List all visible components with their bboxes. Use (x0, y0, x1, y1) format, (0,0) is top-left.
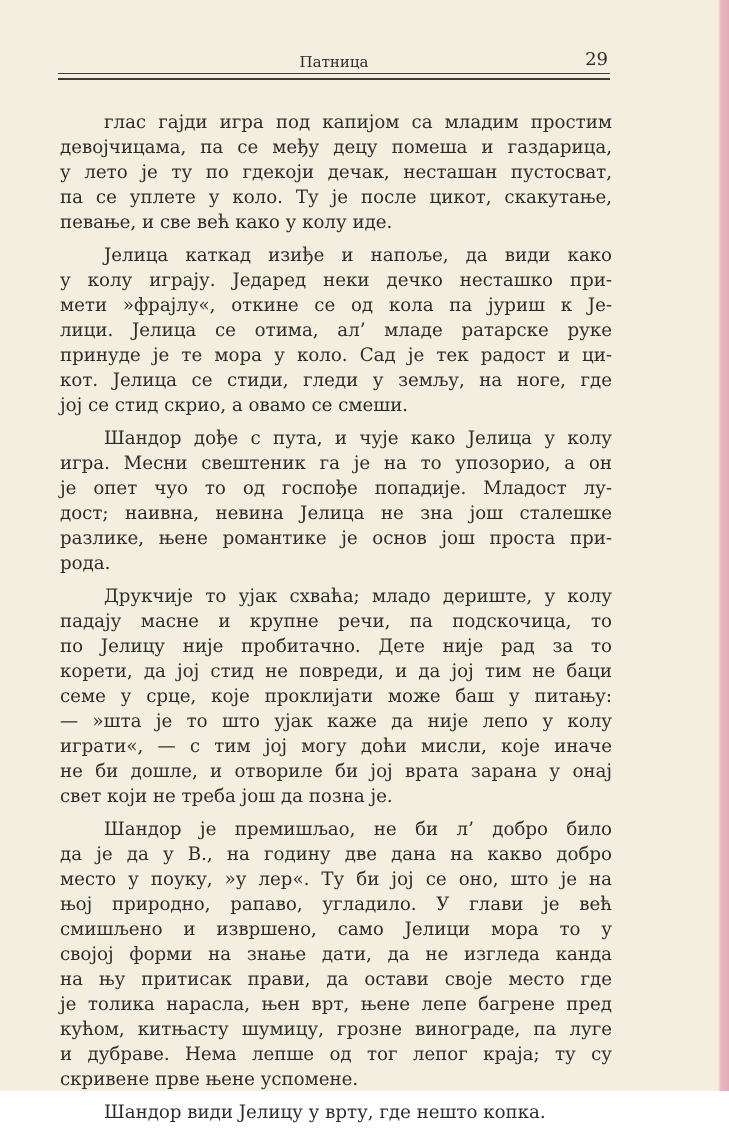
text-line: место у поуку, »у лер«. Ту би јој се оно, што је на (60, 869, 612, 890)
body-text (60, 110, 612, 1133)
text-line: скривене прве њене успомене. (60, 1069, 359, 1090)
page-number: 29 (585, 49, 608, 70)
header-rule-thin (58, 73, 610, 74)
text-line: у лето је ту по гдекоји дечак, несташан пустосват, (60, 162, 612, 183)
text-line: семе у срце, које проклијати може баш у питању: (60, 686, 612, 707)
text-line: девојчицама, па се међу децу помеша и газдарица, (60, 137, 612, 158)
text-line: корети, да јој стид не повреди, и да јој тим не баци (60, 661, 612, 682)
text-line: у колу играју. Једаред неки дечко несташко при- (60, 270, 612, 291)
text-line: принуде је те мора у коло. Сад је тек радост и ци- (60, 345, 612, 366)
text-line: дост; наивна, невина Јелица не зна још сталешке (60, 503, 612, 524)
text-line: свет који не треба још да позна је. (60, 786, 393, 807)
text-line: јој се стид скрио, а овамо се смеши. (60, 395, 409, 416)
text-line: падају масне и крупне речи, па подскочица, то (60, 611, 612, 632)
text-line: је толика нарасла, њен врт, њене лепе багрене пред (60, 994, 612, 1015)
text-line: Друкчије то ујак схваћа; младо дериште, у колу (104, 586, 612, 607)
text-line: својој форми на знање дати, да не изгледа канда (60, 944, 612, 965)
text-line: Шандор је премишљао, не би л’ добро било (104, 819, 612, 840)
running-title: Патница (299, 53, 369, 71)
text-line: Шандор види Јелицу у врту, где нешто копка. (104, 1102, 546, 1123)
paragraph (60, 110, 612, 235)
paragraph (60, 817, 612, 1092)
text-line: кућом, китњасту шумицу, грозне винограде, па луге (60, 1019, 612, 1040)
text-line: разлике, њене романтике је основ још проста при- (60, 528, 612, 549)
text-line: кот. Јелица се стиди, гледи у земљу, на ноге, где (60, 370, 612, 391)
text-line: па се уплете у коло. Ту је после цикот, скакутање, (60, 187, 612, 208)
paragraph (60, 243, 612, 418)
paragraph (60, 584, 612, 809)
text-line: и дубраве. Нема лепше од тог лепог краја; ту су (60, 1044, 612, 1065)
page-edge (718, 0, 729, 1091)
text-line: — »шта је то што ујак каже да није лепо у колу (60, 711, 612, 732)
text-line: смишљено и извршено, само Јелици мора то у (60, 919, 612, 940)
text-line: играти«, — с тим јој могу доћи мисли, које иначе (60, 736, 612, 757)
text-line: глас гајди игра под капијом са младим простим (104, 112, 612, 133)
text-line: њој природно, рапаво, угладило. У глави је већ (60, 894, 612, 915)
text-line: лици. Јелица се отима, ал’ младе ратарске руке (60, 320, 612, 341)
text-line: да је да у В., на годину две дана на какво добро (60, 844, 612, 865)
text-line: игра. Месни свештеник га је на то упозорио, а он (60, 453, 612, 474)
paragraph (60, 1100, 612, 1125)
text-line: по Јелицу није пробитачно. Дете није рад за то (60, 636, 612, 657)
running-header (58, 45, 610, 73)
text-line: певање, и све већ како у колу иде. (60, 212, 393, 233)
text-line: је опет чуо то од госпође попадије. Младост лу- (60, 478, 612, 499)
text-line: рода. (60, 553, 111, 574)
text-line: мети »фрајлу«, откине се од кола па јуриш к Је- (60, 295, 612, 316)
text-line: Шандор дође с пута, и чује како Јелица у колу (104, 428, 612, 449)
text-line: Јелица каткад изиђе и напоље, да види како (104, 245, 612, 266)
text-line: на њу притисак прави, да остави своје место где (60, 969, 612, 990)
text-line: не би дошле, и отвориле би јој врата зарана у онај (60, 761, 612, 782)
header-rule-thick (58, 78, 610, 80)
paragraph (60, 426, 612, 576)
